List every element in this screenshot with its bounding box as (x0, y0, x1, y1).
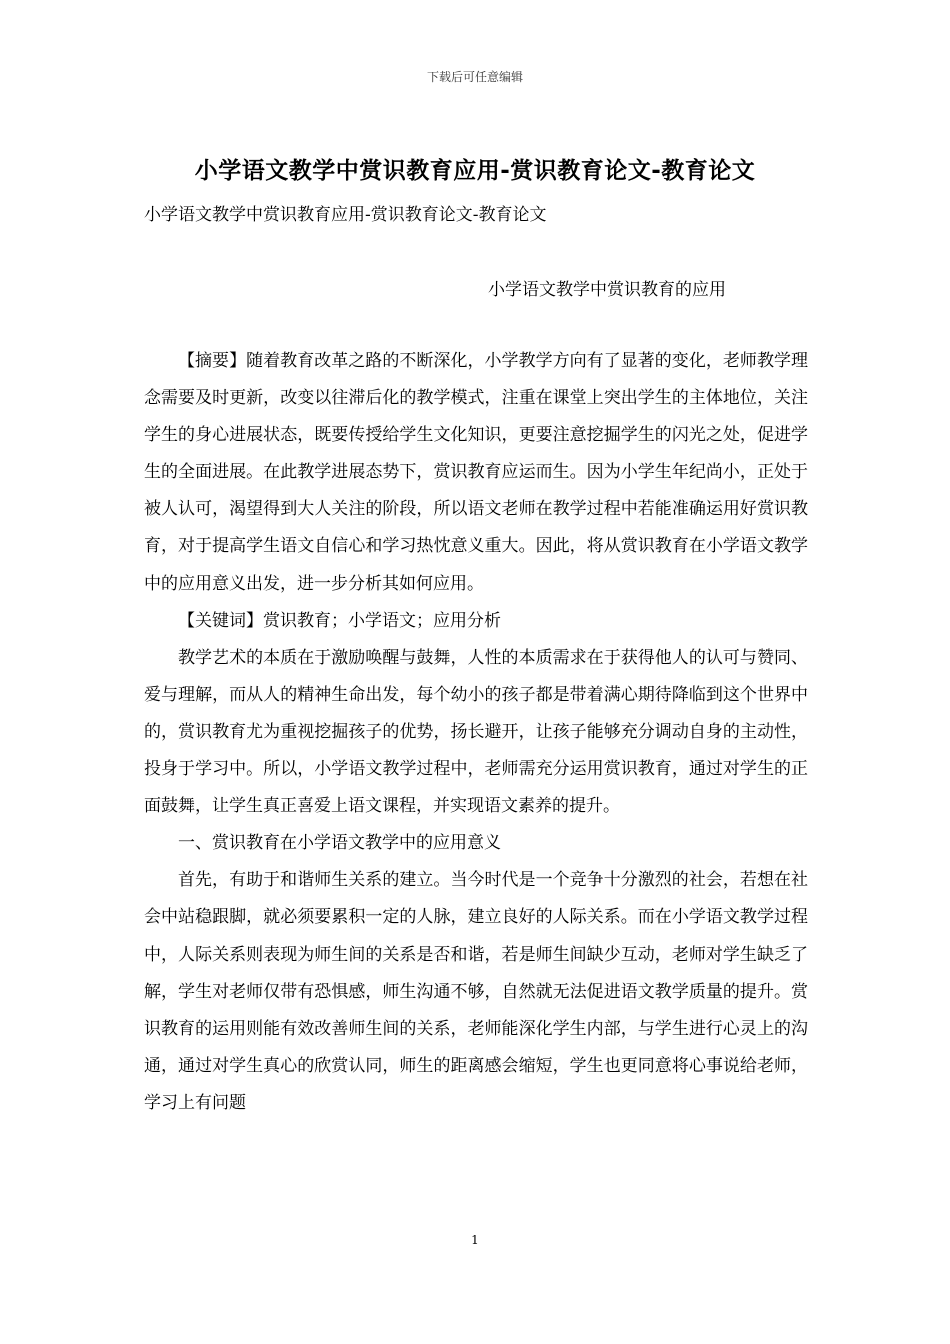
section-heading: 一、赏识教育在小学语文教学中的应用意义 (178, 833, 501, 854)
document-subtitle: 小学语文教学中赏识教育应用-赏识教育论文-教育论文 (144, 205, 547, 225)
intro-paragraph: 教学艺术的本质在于激励唤醒与鼓舞，人性的本质需求在于获得他人的认可与赞同、爱与理解，而从人的精神生命出发，每个幼小的孩子都是带着满心期待降临到这个世界中的，赏识教育尤为重视挖掘孩子的优势，扬长避开，让孩子能够充分调动自身的主动性，投身于学习中。所以，小学语文教学过程中，老师需充分运用赏识教育，通过对学生的正面鼓舞，让学生真正喜爱上语文课程，并实现语文素养的提升。 (144, 647, 808, 817)
document-title: 小学语文教学中赏识教育应用-赏识教育论文-教育论文 (194, 158, 756, 184)
header-note: 下载后可任意编辑 (426, 70, 523, 84)
abstract-paragraph: 【摘要】随着教育改革之路的不断深化，小学教学方向有了显著的变化，老师教学理念需要及时更新，改变以往滞后化的教学模式，注重在课堂上突出学生的主体地位，关注学生的身心进展状态，既要传授给学生文化知识，更要注意挖掘学生的闪光之处，促进学生的全面进展。在此教学进展态势下，赏识教育应运而生。因为小学生年纪尚小，正处于被人认可，渴望得到大人关注的阶段，所以语文老师在教学过程中若能准确运用好赏识教育，对于提高学生语文自信心和学习热忱意义重大。因此，将从赏识教育在小学语文教学中的应用意义出发，进一步分析其如何应用。 (144, 351, 808, 594)
body-paragraph: 首先，有助于和谐师生关系的建立。当今时代是一个竞争十分激烈的社会，若想在社会中站稳跟脚，就必须要累积一定的人脉，建立良好的人际关系。而在小学语文教学过程中，人际关系则表现为师生间的关系是否和谐，若是师生间缺少互动，老师对学生缺乏了解，学生对老师仅带有恐惧感，师生沟通不够，自然就无法促进语文教学质量的提升。赏识教育的运用则能有效改善师生间的关系，老师能深化学生内部，与学生进行心灵上的沟通，通过对学生真心的欣赏认同，师生的距离感会缩短，学生也更同意将心事说给老师，学习上有问题 (144, 870, 808, 1113)
keywords-paragraph: 【关键词】赏识教育；小学语文；应用分析 (178, 610, 501, 631)
page-number: 1 (471, 1233, 479, 1247)
article-title: 小学语文教学中赏识教育的应用 (488, 280, 726, 300)
article-body (144, 343, 808, 1122)
